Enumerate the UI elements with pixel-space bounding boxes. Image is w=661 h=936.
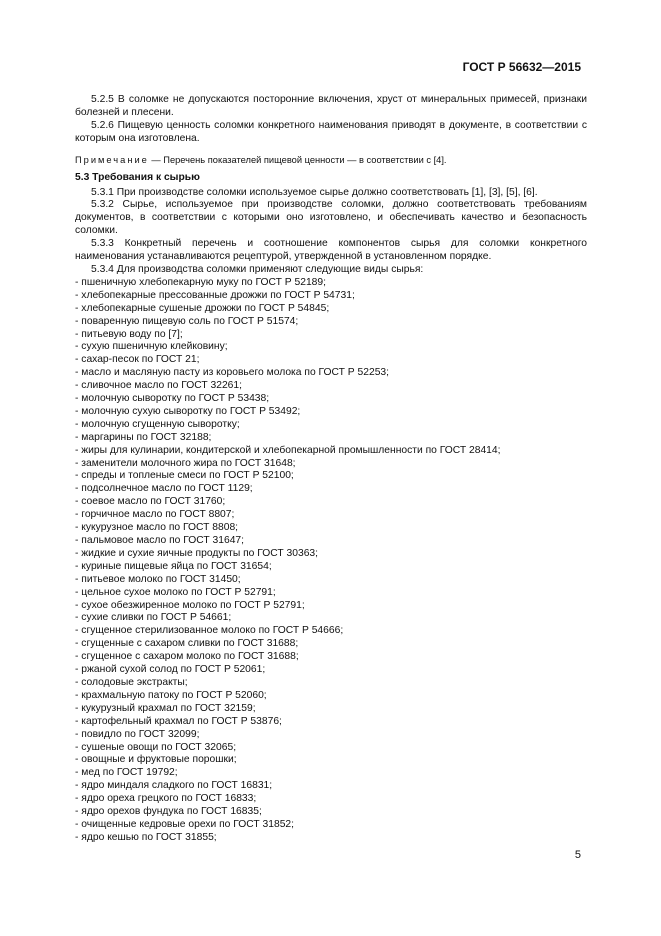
list-item: - пальмовое масло по ГОСТ 31647; bbox=[75, 535, 245, 546]
list-item: - сливочное масло по ГОСТ 32261; bbox=[75, 380, 242, 392]
list-item: - кукурузное масло по ГОСТ 8808; bbox=[75, 522, 239, 534]
list-item: - поваренную пищевую соль по ГОСТ Р 51574; bbox=[75, 315, 299, 327]
paragraph-5-3-2: 5.3.2 Сырье, используемое при производстве соломки, должно соответствовать требованиям документов, в соответствии с которыми оно изготовлено, и обеспечивать качество и безопасность соломки. bbox=[75, 199, 587, 237]
list-item: - молочную сыворотку по ГОСТ Р 53438; bbox=[75, 393, 270, 405]
paragraph-5-3-1: 5.3.1 При производстве соломки используемое сырье должно соответствовать [1], [3], [5], [6]. bbox=[91, 186, 538, 198]
list-item: - соевое масло по ГОСТ 31760; bbox=[75, 496, 226, 508]
list-item: - кукурузный крахмал по ГОСТ 32159; bbox=[75, 702, 256, 714]
raw-materials-list bbox=[75, 277, 587, 845]
list-item: - сушеные овощи по ГОСТ 32065; bbox=[75, 741, 237, 753]
list-item: - пшеничную хлебопекарную муку по ГОСТ Р 52189; bbox=[75, 276, 326, 288]
list-item: - мед по ГОСТ 19792; bbox=[75, 767, 178, 779]
page-number: 5 bbox=[574, 849, 581, 861]
list-item: - хлебопекарные сушеные дрожжи по ГОСТ Р 54845; bbox=[75, 302, 330, 314]
list-item: - хлебопекарные прессованные дрожжи по ГОСТ Р 54731; bbox=[75, 289, 355, 301]
list-item: - сгущенное стерилизованное молоко по ГОСТ Р 54666; bbox=[75, 625, 344, 637]
section-heading-5-3: 5.3 Требования к сырью bbox=[75, 171, 200, 183]
list-item: - подсолнечное масло по ГОСТ 1129; bbox=[75, 483, 253, 495]
document-header: ГОСТ Р 56632—2015 bbox=[462, 60, 581, 74]
note-text: — Перечень показателей пищевой ценности — в соответствии с [4]. bbox=[148, 154, 447, 165]
list-item: - сухие сливки по ГОСТ Р 54661; bbox=[75, 612, 232, 624]
list-item: - сухую пшеничную клейковину; bbox=[75, 341, 228, 353]
list-item: - крахмальную патоку по ГОСТ Р 52060; bbox=[75, 689, 267, 701]
list-item: - очищенные кедровые орехи по ГОСТ 31852; bbox=[75, 818, 295, 830]
list-item: - сухое обезжиренное молоко по ГОСТ Р 52791; bbox=[75, 599, 305, 611]
list-item: - сгущенное с сахаром молоко по ГОСТ 31688; bbox=[75, 651, 299, 663]
list-item: - заменители молочного жира по ГОСТ 31648; bbox=[75, 457, 296, 469]
list-item: - ядро кешью по ГОСТ 31855; bbox=[75, 831, 217, 843]
list-item: - горчичное масло по ГОСТ 8807; bbox=[75, 509, 235, 521]
list-item: - куриные пищевые яйца по ГОСТ 31654; bbox=[75, 560, 272, 572]
list-item: - овощные и фруктовые порошки; bbox=[75, 754, 237, 766]
list-item: - питьевую воду по [7]; bbox=[75, 328, 183, 340]
list-item: - ржаной сухой солод по ГОСТ Р 52061; bbox=[75, 664, 266, 676]
list-item: - жидкие и сухие яичные продукты по ГОСТ 30363; bbox=[75, 547, 319, 559]
note bbox=[75, 154, 587, 166]
list-item: - ядро миндаля сладкого по ГОСТ 16831; bbox=[75, 780, 273, 792]
list-item: - картофельный крахмал по ГОСТ Р 53876; bbox=[75, 715, 282, 727]
list-item: - жиры для кулинарии, кондитерской и хлебопекарной промышленности по ГОСТ 28414; bbox=[75, 444, 501, 456]
paragraph-5-2-6: 5.2.6 Пищевую ценность соломки конкретного наименования приводят в документе, в соответствии с которым она изготовлена. bbox=[75, 119, 587, 144]
paragraph-5-3-3: 5.3.3 Конкретный перечень и соотношение компонентов сырья для соломки конкретного наименования устанавливаются рецептурой, утвержденной в установленном порядке. bbox=[75, 238, 587, 263]
paragraph-5-2-5: 5.2.5 В соломке не допускаются посторонние включения, хруст от минеральных примесей, признаки болезней и плесени. bbox=[75, 94, 587, 118]
list-item: - цельное сухое молоко по ГОСТ Р 52791; bbox=[75, 586, 276, 598]
list-item: - молочную сухую сыворотку по ГОСТ Р 53492; bbox=[75, 405, 301, 417]
list-item: - ядро орехов фундука по ГОСТ 16835; bbox=[75, 806, 262, 818]
list-item: - сахар-песок по ГОСТ 21; bbox=[75, 354, 200, 366]
list-item: - молочную сгущенную сыворотку; bbox=[75, 418, 240, 430]
list-item: - маргарины по ГОСТ 32188; bbox=[75, 431, 212, 443]
list-item: - питьевое молоко по ГОСТ 31450; bbox=[75, 573, 241, 585]
list-item: - масло и масляную пасту из коровьего молока по ГОСТ Р 52253; bbox=[75, 367, 390, 379]
list-item: - ядро ореха грецкого по ГОСТ 16833; bbox=[75, 793, 257, 805]
paragraph-5-3-4: 5.3.4 Для производства соломки применяют следующие виды сырья: bbox=[91, 263, 424, 275]
document-body bbox=[75, 94, 587, 845]
note-label: Примечание bbox=[75, 154, 149, 165]
list-item: - солодовые экстракты; bbox=[75, 676, 188, 688]
list-item: - повидло по ГОСТ 32099; bbox=[75, 728, 200, 740]
list-item: - сгущенные с сахаром сливки по ГОСТ 31688; bbox=[75, 638, 299, 650]
list-item: - спреды и топленые смеси по ГОСТ Р 52100; bbox=[75, 470, 294, 482]
